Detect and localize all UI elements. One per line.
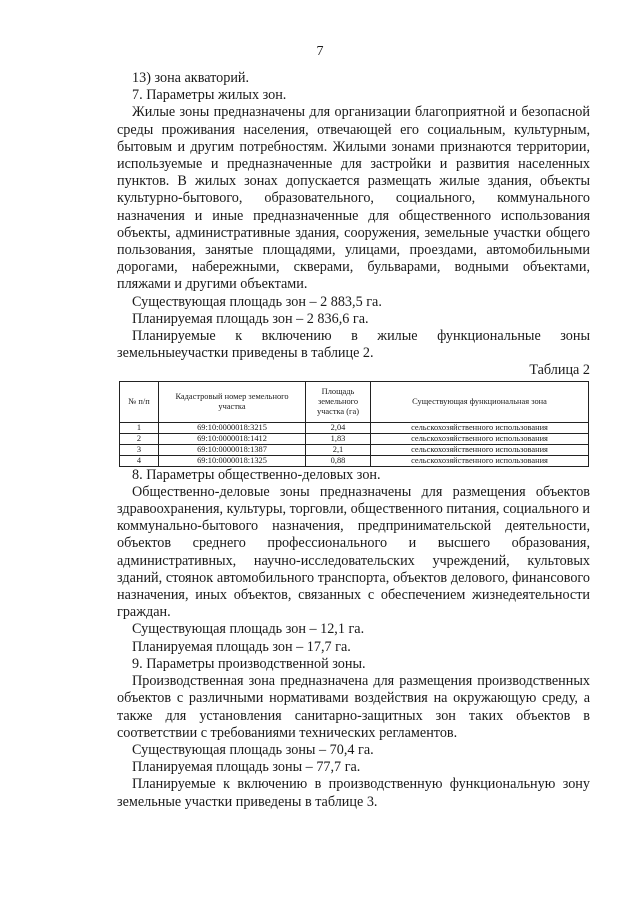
header-area: Площадь земельного участка (га) — [306, 381, 371, 422]
cell-zone: сельскохозяйственного использования — [371, 444, 589, 455]
cell-area: 2,1 — [306, 444, 371, 455]
table-header-row — [120, 381, 589, 422]
cell-cadastral: 69:10:0000018:1412 — [159, 433, 306, 444]
residential-planned-area: Планируемая площадь зон – 2 836,6 га. — [132, 310, 369, 327]
business-planned-area: Планируемая площадь зон – 17,7 га. — [132, 638, 351, 655]
residential-include-paragraph: Планируемые к включению в жилые функциональные зоны земельныеучастки приведены в таблице 2. — [117, 328, 590, 362]
table-row — [120, 444, 589, 455]
cell-cadastral: 69:10:0000018:1325 — [159, 455, 306, 466]
header-cadastral: Кадастровый номер земельного участка — [159, 381, 306, 422]
industrial-include-paragraph: Планируемые к включению в производственную функциональную зону земельные участки приведены в таблице 3. — [117, 776, 590, 810]
table-row — [120, 455, 589, 466]
section-heading-9: 9. Параметры производственной зоны. — [132, 655, 366, 672]
table-row — [120, 433, 589, 444]
business-existing-area: Существующая площадь зон – 12,1 га. — [132, 621, 365, 638]
cell-number: 3 — [120, 444, 159, 455]
header-number: № п/п — [120, 381, 159, 422]
residential-existing-area: Существующая площадь зон – 2 883,5 га. — [132, 293, 382, 310]
cell-cadastral: 69:10:0000018:1387 — [159, 444, 306, 455]
industrial-zone-paragraph: Производственная зона предназначена для размещения производственных объектов с различными нормативами воздействия на окружающую среду, а также для установления санитарно-защитных зон таких объектов в соответствии с требованиями технических регламентов. — [117, 673, 590, 741]
document-body — [117, 70, 590, 811]
zone-list-item: 13) зона акваторий. — [132, 70, 250, 86]
cell-area: 2,04 — [306, 422, 371, 433]
land-plots-table — [119, 381, 589, 467]
residential-zones-paragraph: Жилые зоны предназначены для организации благоприятной и безопасной среды проживания населения, отвечающей его социальным, культурным, бытовым и другим потребностям. Жилыми зонами признаются территории, используемые и предназначенные для застройки и развития населенных пунктов. В жилых зонах допускается размещать жилые здания, объекты культурно-бытового, образовательного, социального, коммунального назначения и иные предназначенные для общественного использования объекты, административные здания, сооружения, земельные участки общего пользования, занятые площадями, улицами, проездами, автомобильными дорогами, набережными, скверами, бульварами, водными объектами, пляжами и другими объектами. — [117, 104, 590, 293]
section-heading-7: 7. Параметры жилых зон. — [132, 87, 287, 104]
business-zones-paragraph: Общественно-деловые зоны предназначены для размещения объектов здравоохранения, культуры, торговли, общественного питания, социального и коммунально-бытового назначения, предпринимательской деятельности, объектов среднего профессионального и высшего образования, административных, научно-исследовательских учреждений, культовых зданий, стоянок автомобильного транспорта, объектов делового, финансового назначения, иных объектов, связанных с обеспечением жизнедеятельности граждан. — [117, 483, 590, 621]
cell-number: 2 — [120, 433, 159, 444]
cell-number: 1 — [120, 422, 159, 433]
cell-cadastral: 69:10:0000018:3215 — [159, 422, 306, 433]
cell-area: 1,83 — [306, 433, 371, 444]
cell-number: 4 — [120, 455, 159, 466]
cell-area: 0,88 — [306, 455, 371, 466]
table-caption: Таблица 2 — [529, 362, 590, 379]
cell-zone: сельскохозяйственного использования — [371, 455, 589, 466]
cell-zone: сельскохозяйственного использования — [371, 422, 589, 433]
cell-zone: сельскохозяйственного использования — [371, 433, 589, 444]
industrial-existing-area: Существующая площадь зоны – 70,4 га. — [132, 741, 374, 758]
page-number: 7 — [316, 44, 324, 59]
table-row — [120, 422, 589, 433]
section-heading-8: 8. Параметры общественно-деловых зон. — [132, 466, 381, 483]
industrial-planned-area: Планируемая площадь зоны – 77,7 га. — [132, 759, 361, 776]
header-zone: Существующая функциональная зона — [371, 381, 589, 422]
